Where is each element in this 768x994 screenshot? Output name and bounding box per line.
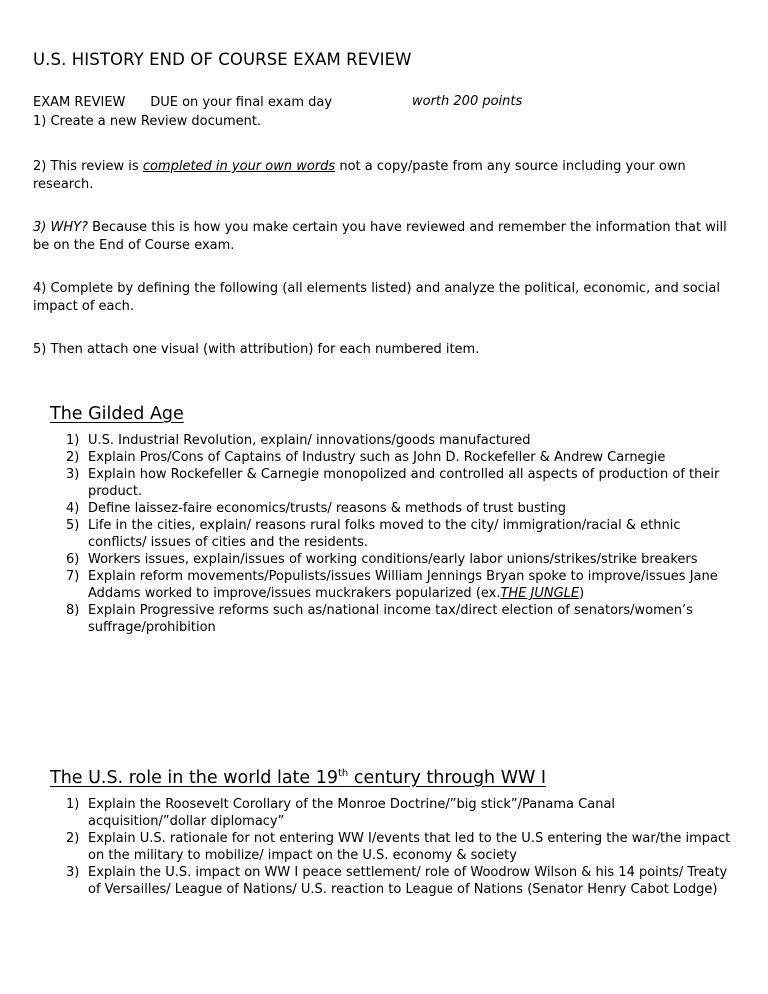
item-text: Life in the cities, explain/ reasons rural folks moved to the city/ immigration/racial & ethnic conflicts/ issues of cities and the residents. [88,518,681,550]
instruction-3-why: 3) WHY? [33,220,88,235]
item-text: U.S. Industrial Revolution, explain/ innovations/goods manufactured [88,433,531,448]
item-number: 2) [66,831,80,846]
exam-review-label: EXAM REVIEW [33,95,126,110]
item-text: Define laissez-faire economics/trusts/ reasons & methods of trust busting [88,501,566,516]
item-text: Explain the U.S. impact on WW I peace settlement/ role of Woodrow Wilson & his 14 points/ Treaty of Versailles/ League of Nations/ U.S. reaction to League of Nations (Senator Henry Cabot Lodge) [88,865,728,897]
item-text-suffix: ) [579,586,585,601]
instruction-2-rest: not a copy/paste from any source including your own research. [33,159,686,192]
list-item [33,830,733,864]
section-heading-gilded-age: The Gilded Age [50,404,184,424]
heading-prefix: The U.S. role in the world late 19 [50,768,339,788]
item-text: Workers issues, explain/issues of working conditions/early labor unions/strikes/strike breakers [88,552,698,567]
item-number: 6) [66,552,80,567]
item-text: Explain Pros/Cons of Captains of Industry such as John D. Rockefeller & Andrew Carnegie [88,450,666,465]
list-item [33,449,733,466]
item-number: 4) [66,501,80,516]
list-item [33,517,733,551]
section-heading-us-role [50,768,546,788]
list-item [33,864,733,898]
us-role-list [33,796,733,898]
instruction-5: 5) Then attach one visual (with attribution) for each numbered item. [33,342,480,357]
item-number: 1) [66,797,80,812]
document-title: U.S. HISTORY END OF COURSE EXAM REVIEW [33,50,412,69]
list-item [33,500,733,517]
list-item [33,551,733,568]
instruction-2 [33,158,733,194]
exam-review-line [33,94,733,112]
instruction-3 [33,219,733,255]
item-text: Explain Progressive reforms such as/national income tax/direct election of senators/women’s suffrage/prohibition [88,603,693,635]
item-number: 3) [66,865,80,880]
item-number: 1) [66,433,80,448]
list-item [33,568,733,602]
item-text: Explain how Rockefeller & Carnegie monopolized and controlled all aspects of production of their product. [88,467,720,499]
the-jungle-title: THE JUNGLE [500,586,580,601]
worth-points: worth 200 points [412,94,523,109]
instruction-2-emphasis: completed in your own words [142,159,336,174]
instruction-3-rest: Because this is how you make certain you have reviewed and remember the information that will be on the End of Course exam. [33,220,727,253]
due-text: DUE on your final exam day [150,95,333,110]
heading-superscript: th [338,768,349,780]
heading-suffix: century through WW I [348,768,547,788]
list-item [33,466,733,500]
item-text: Explain the Roosevelt Corollary of the Monroe Doctrine/”big stick”/Panama Canal acquisition/”dollar diplomacy” [88,797,616,829]
item-number: 8) [66,603,80,618]
item-text: Explain U.S. rationale for not entering WW I/events that led to the U.S entering the war/the impact on the military to mobilize/ impact on the U.S. economy & society [88,831,731,863]
instruction-1: 1) Create a new Review document. [33,114,262,129]
item-number: 7) [66,569,80,584]
gilded-age-list [33,432,733,636]
item-number: 2) [66,450,80,465]
item-number: 3) [66,467,80,482]
item-number: 5) [66,518,80,533]
item-text: Explain reform movements/Populists/issues William Jennings Bryan spoke to improve/issues Jane Addams worked to improve/issues muckrakers popularized (ex. [88,569,718,601]
list-item [33,432,733,449]
list-item [33,796,733,830]
instruction-2-prefix: 2) This review is [33,159,143,174]
instruction-4: 4) Complete by defining the following (all elements listed) and analyze the political, economic, and social impact of each. [33,281,720,314]
list-item [33,602,733,636]
